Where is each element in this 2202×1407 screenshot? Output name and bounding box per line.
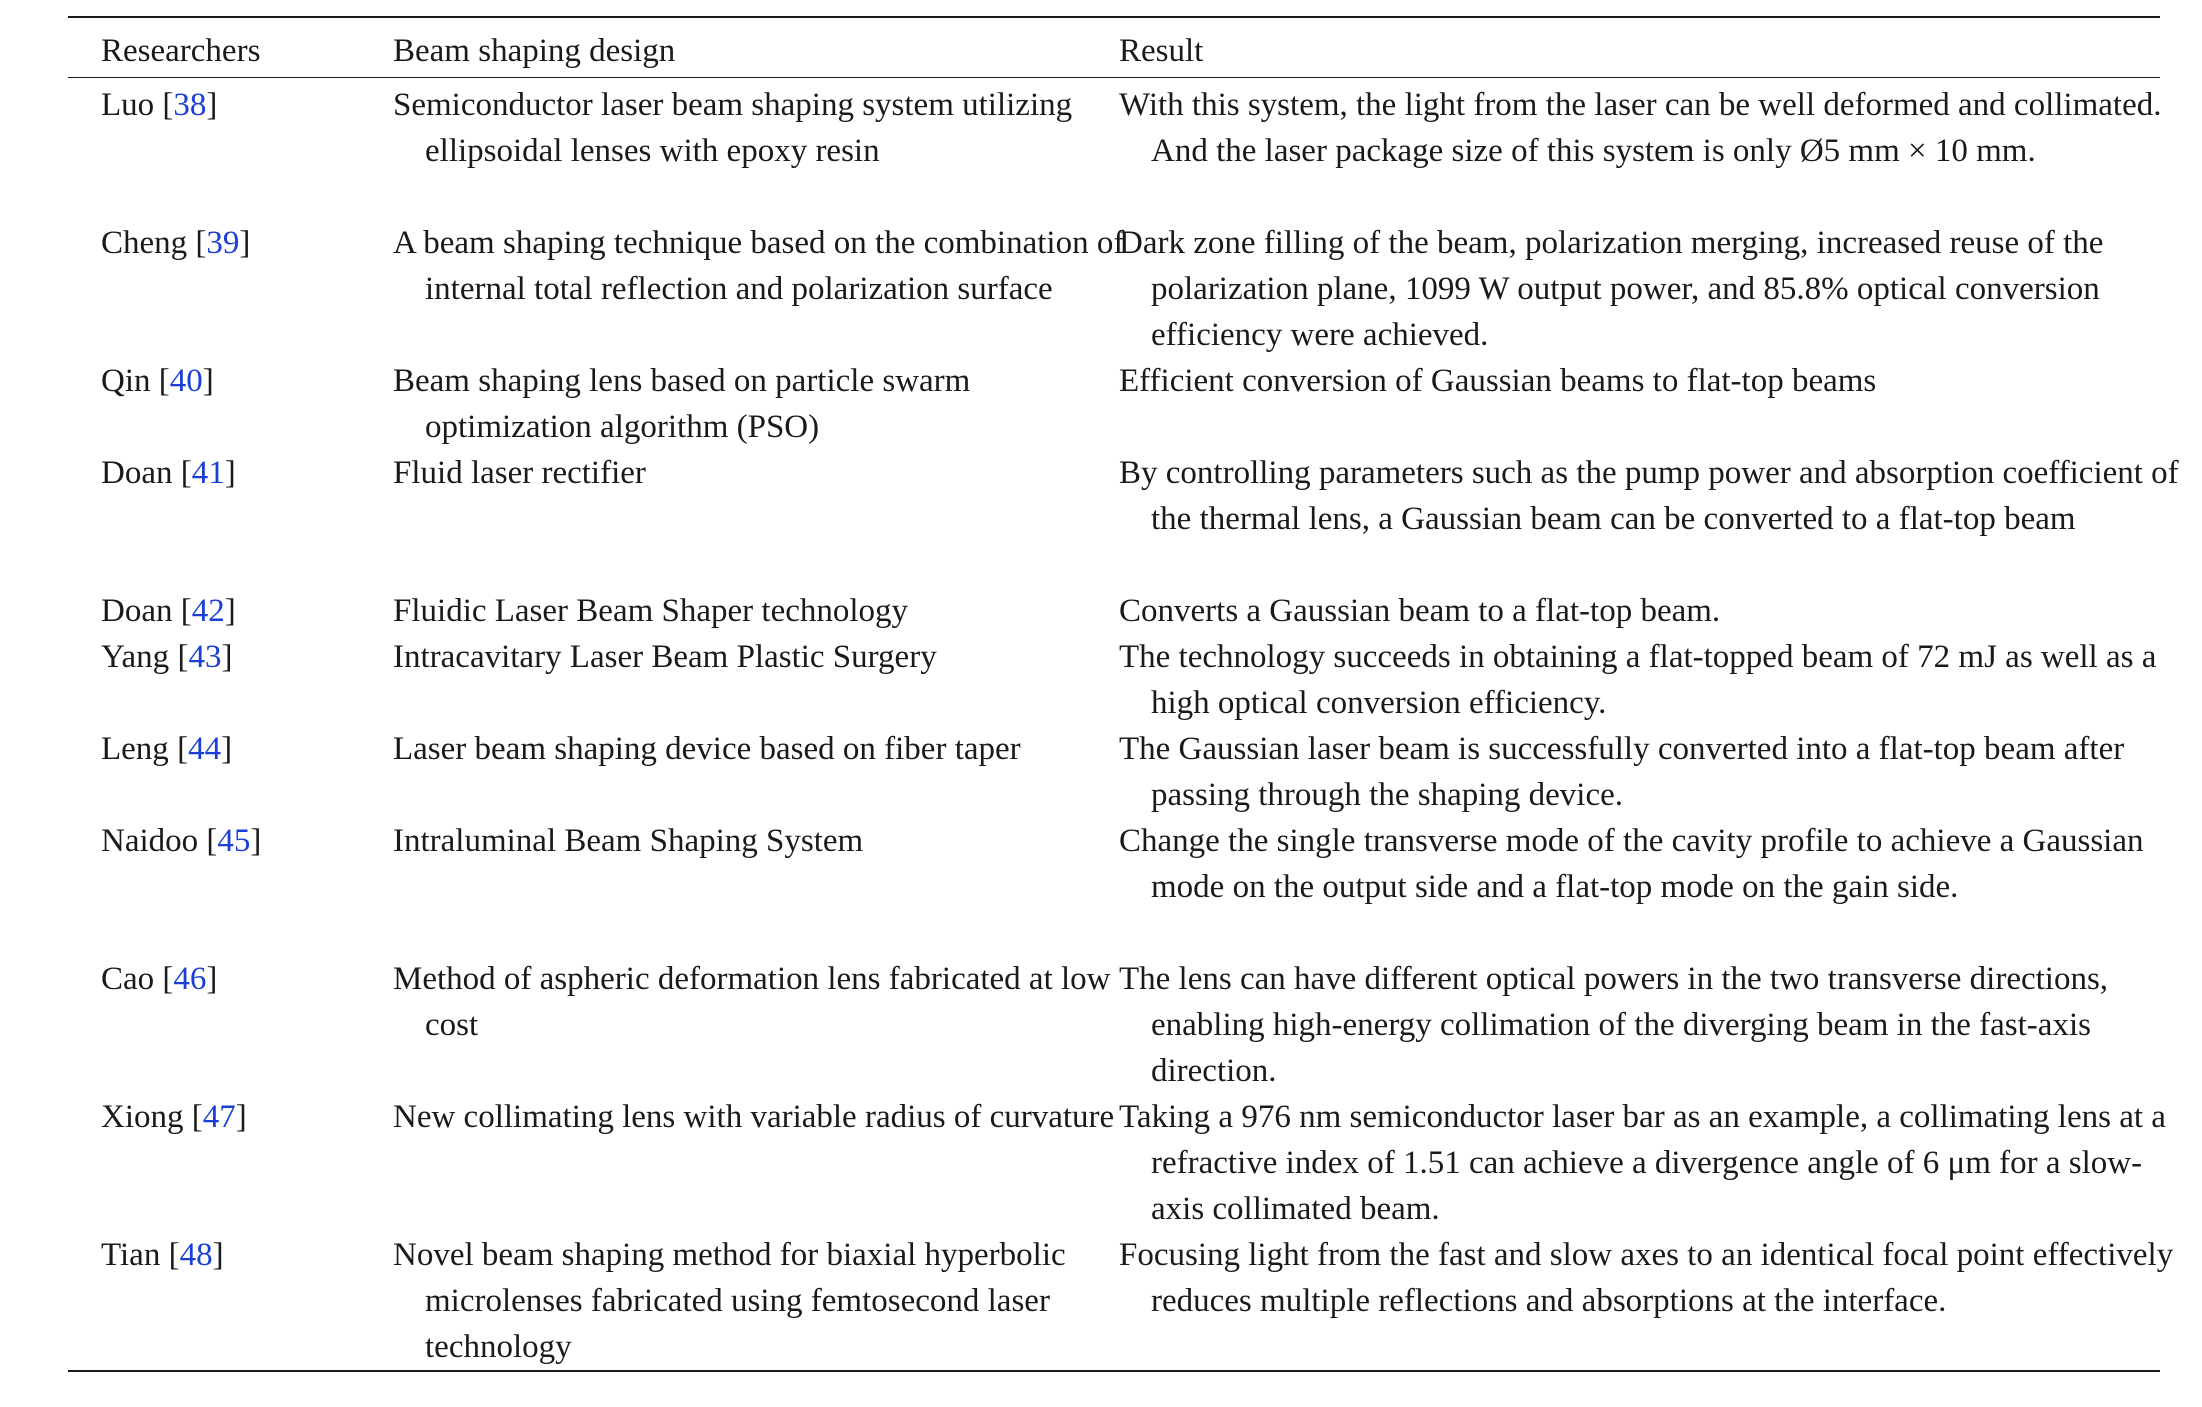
table-row <box>68 956 2160 1094</box>
table-row <box>68 358 2160 450</box>
researcher-name: Xiong <box>101 1099 184 1135</box>
ref-bracket-close: ] <box>221 639 233 675</box>
researcher-cell <box>101 588 381 634</box>
ref-bracket-close: ] <box>235 1099 247 1135</box>
researcher-name: Luo <box>101 87 155 123</box>
design-cell: Semiconductor laser beam shaping system utilizing ellipsoidal lenses with epoxy resin <box>393 87 1073 169</box>
result-cell: By controlling parameters such as the pump power and absorption coefficient of the thermal lens, a Gaussian beam can be converted to a flat-top beam <box>1119 455 2179 537</box>
researcher-name: Doan <box>101 455 173 491</box>
reference-link[interactable]: 48 <box>179 1237 213 1273</box>
design-cell: Intraluminal Beam Shaping System <box>393 823 864 859</box>
ref-bracket-close: ] <box>206 961 218 997</box>
result-cell: With this system, the light from the laser can be well deformed and collimated. And the laser package size of this system is only Ø5 mm × 10 mm. <box>1119 87 2162 169</box>
researcher-cell <box>101 220 381 266</box>
result-cell: Change the single transverse mode of the cavity profile to achieve a Gaussian mode on the output side and a flat-top mode on the gain side. <box>1119 823 2144 905</box>
table-row <box>68 726 2160 818</box>
design-cell: Intracavitary Laser Beam Plastic Surgery <box>393 639 937 675</box>
researcher-name: Tian <box>101 1237 161 1273</box>
researcher-name: Doan <box>101 593 173 629</box>
researcher-cell <box>101 634 381 680</box>
table-row <box>68 1232 2174 1370</box>
reference-link[interactable]: 41 <box>191 455 225 491</box>
result-cell: Converts a Gaussian beam to a flat-top beam. <box>1119 593 1721 629</box>
researcher-cell <box>101 358 381 404</box>
researcher-cell <box>101 1094 381 1140</box>
result-cell: Dark zone filling of the beam, polarization merging, increased reuse of the polarization plane, 1099 W output power, and 85.8% optical conversion efficiency were achieved. <box>1119 225 2104 353</box>
researcher-cell <box>101 818 381 864</box>
reference-link[interactable]: 43 <box>188 639 222 675</box>
researcher-name: Yang <box>101 639 170 675</box>
design-cell: Beam shaping lens based on particle swarm optimization algorithm (PSO) <box>393 363 971 445</box>
table-header-row <box>68 18 2160 78</box>
reference-link[interactable]: 44 <box>188 731 222 767</box>
design-cell: A beam shaping technique based on the combination of internal total reflection and polarization surface <box>393 225 1125 307</box>
ref-bracket-close: ] <box>239 225 251 261</box>
design-cell: Fluidic Laser Beam Shaper technology <box>393 593 909 629</box>
reference-link[interactable]: 45 <box>217 823 251 859</box>
ref-bracket-open: [ <box>168 731 189 767</box>
researcher-cell <box>101 726 381 772</box>
result-cell: The technology succeeds in obtaining a flat-topped beam of 72 mJ as well as a high optical conversion efficiency. <box>1119 639 2157 721</box>
ref-bracket-close: ] <box>206 87 218 123</box>
researcher-name: Cao <box>101 961 155 997</box>
design-cell: Fluid laser rectifier <box>393 455 646 491</box>
table-row <box>68 82 2160 220</box>
ref-bracket-close: ] <box>202 363 214 399</box>
result-cell: The lens can have different optical powers in the two transverse directions, enabling high-energy collimation of the diverging beam in the fast-axis direction. <box>1119 961 2109 1089</box>
reference-link[interactable]: 46 <box>173 961 207 997</box>
header-result: Result <box>1119 33 1204 69</box>
design-cell: Laser beam shaping device based on fiber taper <box>393 731 1021 767</box>
ref-bracket-close: ] <box>250 823 262 859</box>
table-row <box>68 588 2160 634</box>
reference-link[interactable]: 42 <box>191 593 225 629</box>
researcher-cell <box>101 956 381 1002</box>
table-row <box>68 634 2160 726</box>
researcher-name: Cheng <box>101 225 188 261</box>
table-row <box>68 450 2179 588</box>
comparison-table <box>68 16 2179 1372</box>
design-cell: New collimating lens with variable radius of curvature <box>393 1099 1115 1135</box>
researcher-cell <box>101 1232 381 1278</box>
ref-bracket-close: ] <box>221 731 233 767</box>
ref-bracket-open: [ <box>160 1237 180 1273</box>
reference-link[interactable]: 47 <box>202 1099 236 1135</box>
design-cell: Method of aspheric deformation lens fabricated at low cost <box>393 961 1111 1043</box>
result-cell: Efficient conversion of Gaussian beams to flat-top beams <box>1119 363 1877 399</box>
reference-link[interactable]: 39 <box>206 225 240 261</box>
ref-bracket-open: [ <box>172 455 192 491</box>
header-design: Beam shaping design <box>393 33 676 69</box>
table-row <box>68 818 2160 956</box>
ref-bracket-open: [ <box>198 823 218 859</box>
ref-bracket-open: [ <box>154 87 174 123</box>
table-row <box>68 220 2160 358</box>
reference-link[interactable]: 40 <box>169 363 203 399</box>
ref-bracket-open: [ <box>150 363 170 399</box>
result-cell: Taking a 976 nm semiconductor laser bar as an example, a collimating lens at a refractive index of 1.51 can achieve a divergence angle of 6 μm for a slow-axis collimated beam. <box>1119 1099 2166 1227</box>
researcher-cell <box>101 82 381 128</box>
result-cell: The Gaussian laser beam is successfully converted into a flat-top beam after passing through the shaping device. <box>1119 731 2125 813</box>
researcher-name: Naidoo <box>101 823 199 859</box>
ref-bracket-close: ] <box>224 455 236 491</box>
researcher-name: Qin <box>101 363 151 399</box>
header-researchers: Researchers <box>101 33 261 69</box>
table-row <box>68 1094 2166 1232</box>
ref-bracket-open: [ <box>154 961 174 997</box>
table-body <box>68 82 2179 1370</box>
ref-bracket-open: [ <box>172 593 192 629</box>
ref-bracket-open: [ <box>183 1099 203 1135</box>
ref-bracket-close: ] <box>212 1237 224 1273</box>
ref-bracket-open: [ <box>187 225 207 261</box>
result-cell: Focusing light from the fast and slow axes to an identical focal point effectively reduces multiple reflections and absorptions at the interface. <box>1119 1237 2174 1319</box>
reference-link[interactable]: 38 <box>173 87 207 123</box>
ref-bracket-open: [ <box>169 639 189 675</box>
ref-bracket-close: ] <box>224 593 236 629</box>
design-cell: Novel beam shaping method for biaxial hyperbolic microlenses fabricated using femtosecond laser technology <box>393 1237 1066 1365</box>
researcher-cell <box>101 450 381 496</box>
researcher-name: Leng <box>101 731 169 767</box>
